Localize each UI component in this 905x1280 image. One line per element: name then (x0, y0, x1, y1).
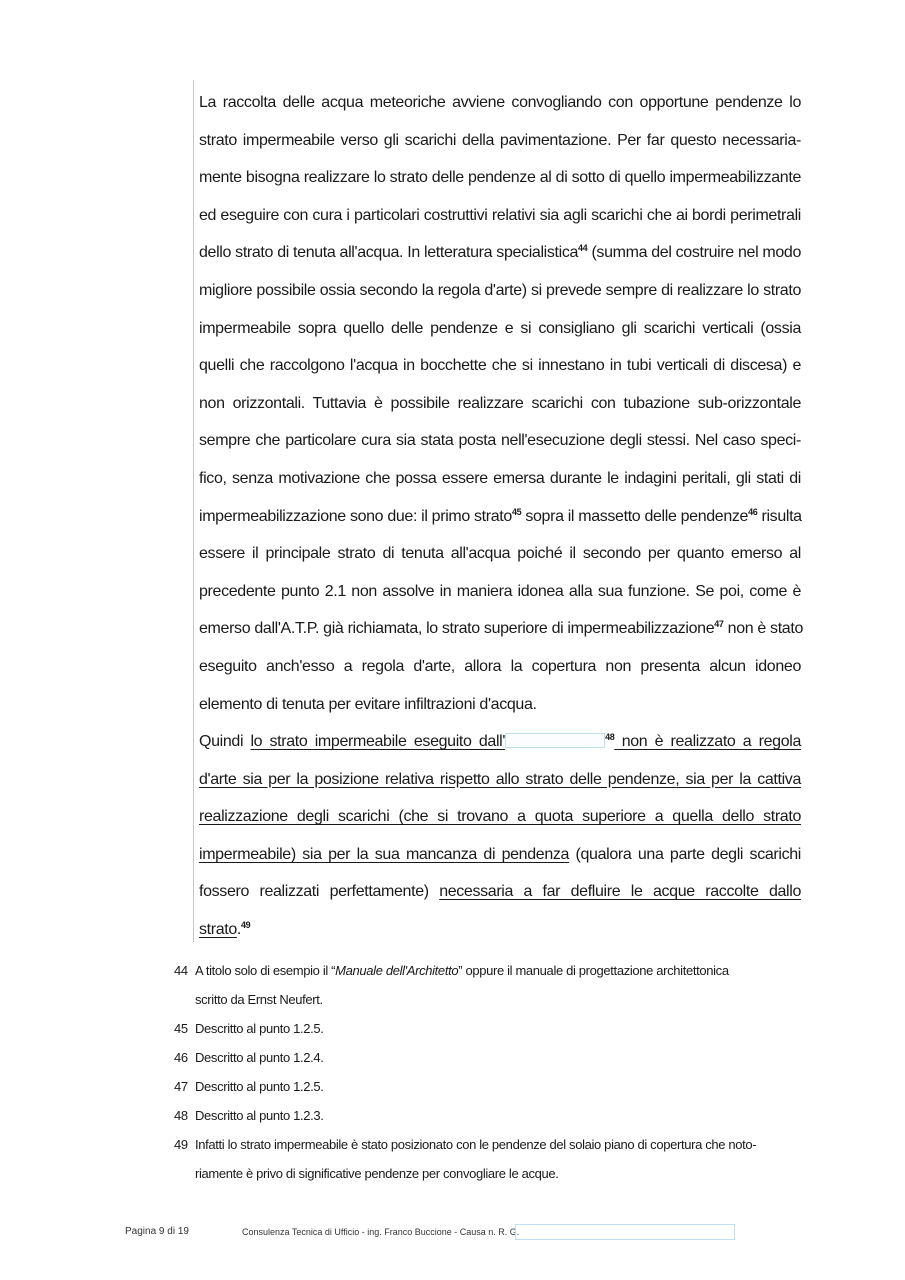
footnotes (174, 956, 814, 1188)
footnote-46 (174, 1043, 814, 1072)
footnote-ref[interactable]: 44 (578, 243, 588, 254)
text-span: dello strato di tenuta all'acqua. In letteratura specialistica (199, 244, 579, 262)
footnote-text: Descritto al punto 1.2.3. (195, 1108, 324, 1123)
text-line: realizzazione degli scarichi (che si trovano a quota superiore a quella dello strato (199, 808, 801, 826)
footnote-text: Descritto al punto 1.2.5. (195, 1079, 324, 1094)
footnote-ref[interactable]: 47 (714, 619, 724, 630)
footnote-number: 48 (174, 1108, 188, 1123)
footnote-line: riamente è privo di significative pendenze per convogliare le acque. (195, 1166, 559, 1181)
text-line: fico, senza motivazione che possa essere emersa durante le indagini peritali, gli stati di (199, 469, 801, 487)
footnote-47 (174, 1072, 814, 1101)
footnote-44 (174, 956, 814, 1014)
text-span: fossero realizzati perfettamente) (199, 883, 440, 901)
redacted-field (515, 1224, 735, 1240)
footnote-number: 47 (174, 1079, 188, 1094)
text-line: La raccolta delle acqua meteoriche avviene convogliando con opportune pendenze lo (199, 94, 801, 111)
text-line (199, 234, 801, 272)
text-line: quelli che raccolgono l'acqua in bocchette che si innestano in tubi verticali di discesa) e (199, 357, 801, 375)
footnote-line: Infatti lo strato impermeabile è stato posizionato con le pendenze del solaio piano di copertura che noto- (195, 1137, 757, 1152)
footnote-line (195, 956, 814, 985)
text-line (199, 836, 801, 874)
footnote-text (195, 956, 814, 1014)
text-line: ed eseguire con cura i particolari costruttivi relativi sia agli scarichi che ai bordi perimetrali (199, 206, 801, 224)
text-line: d'arte sia per la posizione relativa rispetto allo strato delle pendenze, sia per la cattiva (199, 770, 801, 788)
text-line: eseguito anch'esso a regola d'arte, allora la copertura non presenta alcun idoneo (199, 657, 801, 675)
text-line: elemento di tenuta per evitare infiltrazioni d'acqua. (199, 695, 537, 713)
underlined-text: non è realizzato a regola (614, 733, 801, 751)
text-span: non è stato (723, 620, 803, 638)
redacted-field (505, 733, 605, 748)
text-line (199, 610, 801, 648)
text-line (199, 498, 801, 536)
text-span: impermeabilizzazione sono due: il primo strato (199, 507, 512, 525)
text-line: migliore possibile ossia secondo la regola d'arte) si prevede sempre di realizzare lo strato (199, 281, 801, 299)
text-span: A titolo solo di esempio il “ (195, 963, 336, 978)
text-line: impermeabile sopra quello delle pendenze e si consigliano gli scarichi verticali (ossia (199, 319, 801, 337)
footnote-text (195, 1130, 814, 1188)
text-line (199, 911, 801, 949)
footnote-line: scritto da Ernst Neufert. (195, 992, 323, 1007)
footnote-48 (174, 1101, 814, 1130)
footer-text: Consulenza Tecnica di Ufficio - ing. Franco Buccione - Causa n. R. G. (242, 1227, 520, 1237)
underlined-text: strato (199, 921, 237, 939)
text-span: . (236, 921, 242, 939)
underlined-text: impermeabile) sia per la sua mancanza di pendenza (199, 845, 570, 863)
footnote-number: 49 (174, 1137, 188, 1152)
footnote-49 (174, 1130, 814, 1188)
text-span: ” oppure il manuale di progettazione architettonica (458, 963, 729, 978)
text-span: emerso dall'A.T.P. già richiamata, lo strato superiore di impermeabilizzazione (199, 620, 715, 638)
text-line: non orizzontali. Tuttavia è possibile realizzare scarichi con tubazione sub-orizzontale (199, 394, 801, 412)
footnote-ref[interactable]: 46 (748, 506, 758, 517)
text-line: essere il principale strato di tenuta all'acqua poiché il secondo per quanto emerso al (199, 545, 801, 563)
text-line: precedente punto 2.1 non assolve in maniera idonea alla sua funzione. Se poi, come è (199, 582, 801, 600)
footnote-number: 44 (174, 963, 188, 978)
text-span: lo strato impermeabile eseguito dall' (250, 733, 506, 751)
footnote-text: Descritto al punto 1.2.4. (195, 1050, 324, 1065)
text-line (199, 723, 801, 761)
text-span: (qualora una parte degli scarichi (569, 845, 801, 863)
text-span: Quindi (199, 733, 251, 751)
footnote-text: Descritto al punto 1.2.5. (195, 1021, 324, 1036)
book-title: Manuale dell'Architetto (335, 963, 459, 978)
underlined-text: necessaria a far defluire le acque raccolte dallo (439, 883, 802, 901)
footnote-ref[interactable]: 45 (511, 506, 522, 517)
text-line (199, 873, 801, 911)
footnote-ref[interactable]: 49 (241, 920, 251, 931)
footnote-number: 45 (174, 1021, 188, 1036)
underlined-text (250, 733, 605, 750)
footnote-number: 46 (174, 1050, 188, 1065)
margin-rule (193, 80, 194, 942)
footnote-45 (174, 1014, 814, 1043)
text-line: sempre che particolare cura sia stata posta nell'esecuzione degli stessi. Nel caso speci- (199, 432, 801, 450)
body-text (199, 84, 801, 949)
page-footer (0, 1224, 905, 1242)
page-number: Pagina 9 di 19 (125, 1226, 189, 1237)
text-line: strato impermeabile verso gli scarichi della pavimentazione. Per far questo necessaria- (199, 131, 801, 149)
text-span: (summa del costruire nel modo (587, 244, 802, 262)
footnote-ref[interactable]: 48 (605, 732, 615, 743)
text-span: risulta (757, 507, 802, 525)
text-span: sopra il massetto delle pendenze (521, 507, 749, 525)
text-line: mente bisogna realizzare lo strato delle pendenze al di sotto di quello impermeabilizzante (199, 169, 801, 187)
